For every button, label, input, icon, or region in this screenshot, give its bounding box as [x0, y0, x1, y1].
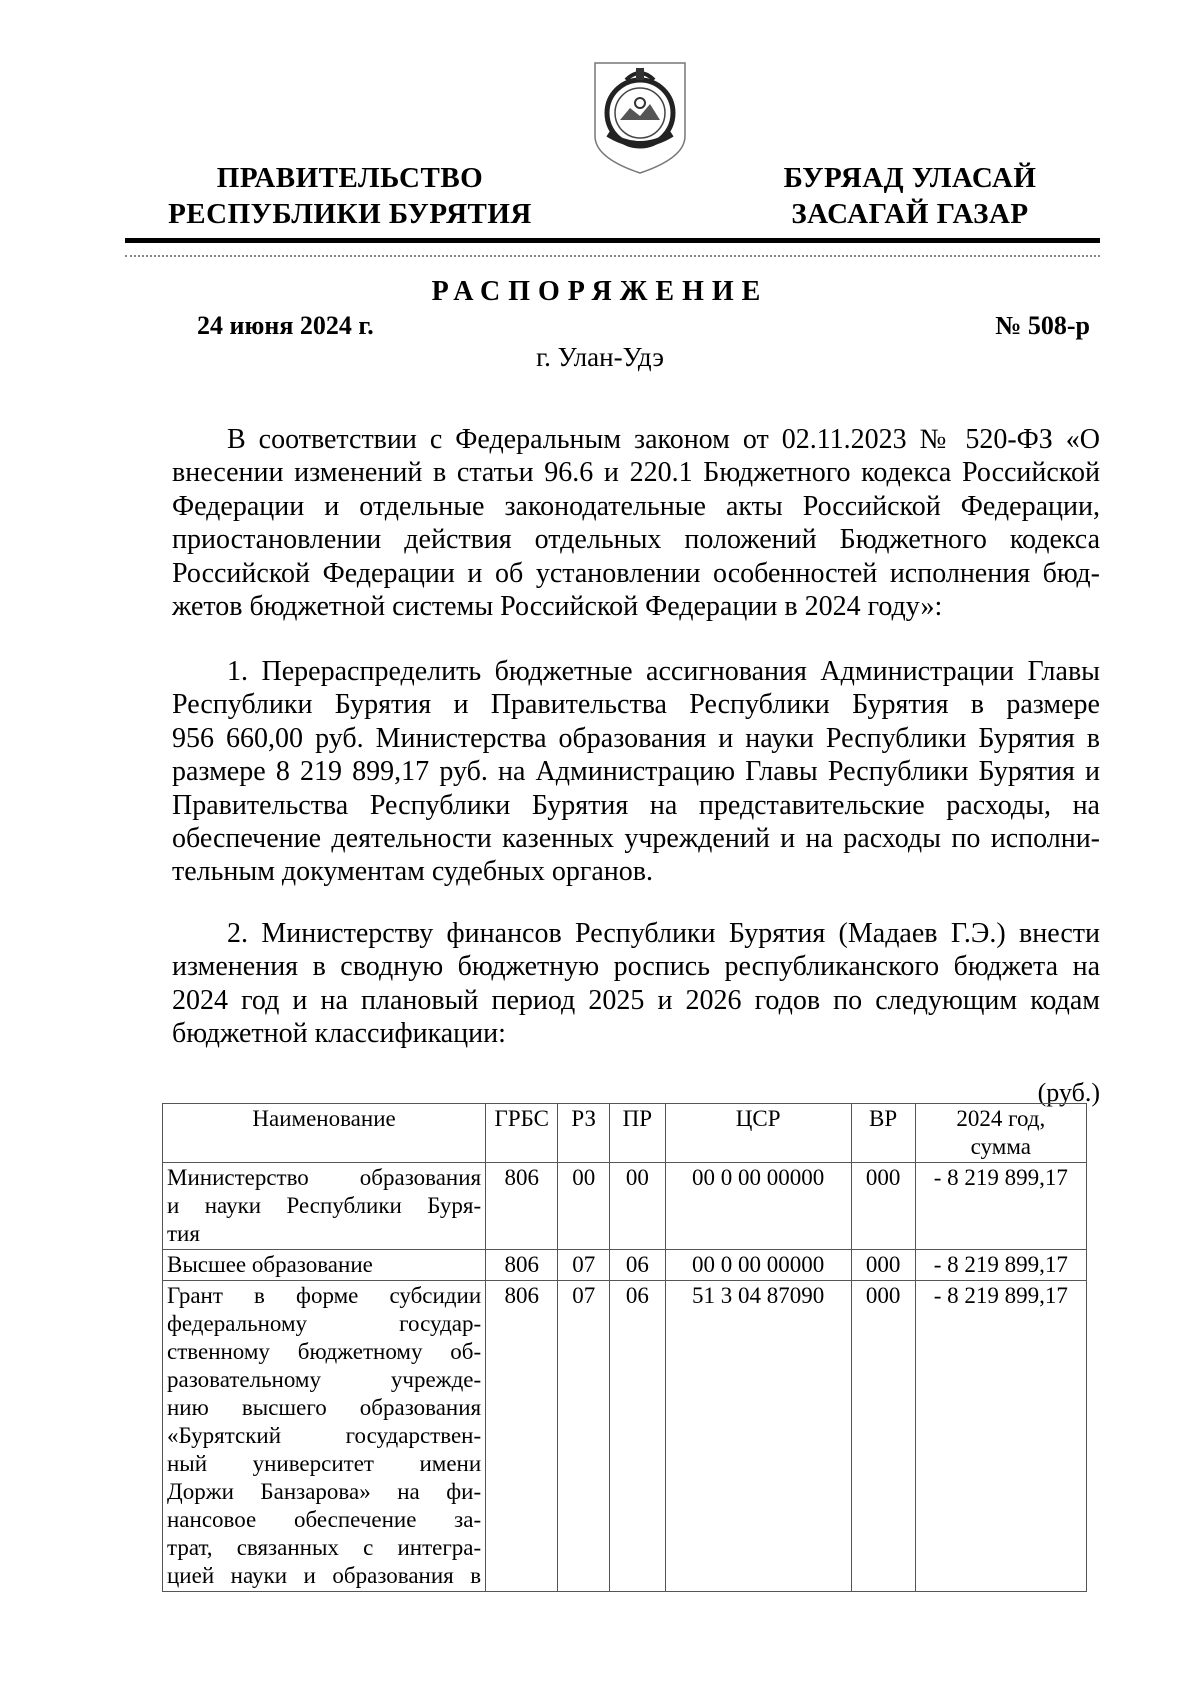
row-name-line: цией науки и образования в	[167, 1563, 482, 1588]
header-vr: ВР	[851, 1104, 915, 1163]
preamble-line: внесении изменений в статьи 96.6 и 220.1 Бюджетного кодекса Российской	[172, 457, 1100, 489]
preamble-paragraph	[172, 423, 1100, 623]
header-name: Наименование	[163, 1104, 486, 1163]
header-sum-line1: 2024 год,	[956, 1106, 1046, 1131]
item-1-line: размере 8 219 899,17 руб. на Администрацию Главы Республики Бурятия и	[172, 756, 1100, 788]
row-grbs: 806	[486, 1163, 558, 1250]
item-2-line: изменения в сводную бюджетную роспись республиканского бюджета на	[172, 951, 1100, 983]
row-name-line: Высшее образование	[167, 1252, 373, 1277]
row-pr: 00	[610, 1163, 666, 1250]
row-name-line: нию высшего образования	[167, 1395, 482, 1420]
preamble-line: В соответствии с Федеральным законом от 02.11.2023 № 520-ФЗ «О	[227, 424, 1100, 455]
preamble-line: Российской Федерации и об установлении особенностей исполнения бюд-	[172, 557, 1100, 589]
item-1-line: тельным документам судебных органов.	[172, 856, 653, 888]
government-name-line2: РЕСПУБЛИКИ БУРЯТИЯ	[168, 198, 532, 230]
row-name-line: федеральному государ-	[167, 1311, 482, 1336]
row-sum: - 8 219 899,17	[915, 1163, 1086, 1250]
budget-classification-table	[162, 1103, 1087, 1592]
row-csr: 00 0 00 00000	[665, 1163, 851, 1250]
item-2-line: бюджетной классификации:	[172, 1018, 506, 1050]
header-rule-thick	[125, 238, 1100, 243]
row-name-line: нансовое обеспечение за-	[167, 1507, 482, 1532]
header-csr: ЦСР	[665, 1104, 851, 1163]
item-1-paragraph	[172, 655, 1100, 889]
government-name-russian	[160, 160, 540, 232]
row-name-line: ственному бюджетному об-	[167, 1339, 482, 1364]
preamble-line: жетов бюджетной системы Российской Федерации в 2024 году»:	[172, 591, 943, 623]
table-unit-label: (руб.)	[1037, 1078, 1100, 1107]
item-2-line: 2. Министерству финансов Республики Бурятия (Мадаев Г.Э.) внести	[227, 918, 1100, 949]
row-rz: 00	[558, 1163, 610, 1250]
header-rz: РЗ	[558, 1104, 610, 1163]
row-name-line: тия	[167, 1221, 200, 1246]
row-name	[163, 1163, 486, 1250]
item-2-paragraph	[172, 917, 1100, 1051]
row-rz: 07	[558, 1281, 610, 1592]
header-sum-line2: сумма	[970, 1134, 1031, 1159]
table-row	[163, 1281, 1087, 1592]
row-name-line: ный университет имени	[167, 1451, 482, 1476]
government-name-buryat-line2: ЗАСАГАЙ ГАЗАР	[791, 198, 1029, 230]
coat-of-arms-emblem	[590, 58, 690, 178]
row-grbs: 806	[486, 1250, 558, 1281]
preamble-line: приостановлении действия отдельных положений Бюджетного кодекса	[172, 524, 1100, 556]
row-name-line: трат, связанных с интегра-	[167, 1535, 482, 1560]
item-1-line: Правительства Республики Бурятия на представительские расходы, на	[172, 789, 1100, 821]
government-name-buryat-line1: БУРЯАД УЛАСАЙ	[783, 162, 1037, 194]
item-2-line: 2024 год и на плановый период 2025 и 2026 годов по следующим кодам	[172, 984, 1100, 1016]
header-grbs: ГРБС	[486, 1104, 558, 1163]
document-city: г. Улан-Удэ	[536, 342, 664, 372]
row-sum: - 8 219 899,17	[915, 1281, 1086, 1592]
row-vr: 000	[851, 1250, 915, 1281]
item-1-line: 956 660,00 руб. Министерства образования и науки Республики Бурятия в	[172, 722, 1100, 754]
row-name-line: «Бурятский государствен-	[167, 1423, 482, 1448]
document-number: № 508-р	[995, 311, 1090, 340]
row-name-line: Доржи Банзарова» на фи-	[167, 1479, 482, 1504]
header-rule-dotted	[125, 255, 1100, 257]
item-1-line: Республики Бурятия и Правительства Республики Бурятия в размере	[172, 689, 1100, 721]
item-1-line: 1. Перераспределить бюджетные ассигнования Администрации Главы	[227, 656, 1100, 687]
row-vr: 000	[851, 1281, 915, 1592]
table-row	[163, 1163, 1087, 1250]
row-csr: 00 0 00 00000	[665, 1250, 851, 1281]
row-grbs: 806	[486, 1281, 558, 1592]
row-name-line: и науки Республики Буря-	[167, 1193, 482, 1218]
row-name-line: Министерство образования	[167, 1165, 482, 1190]
row-vr: 000	[851, 1163, 915, 1250]
government-name-buryat	[770, 160, 1050, 232]
row-sum: - 8 219 899,17	[915, 1250, 1086, 1281]
header-pr: ПР	[610, 1104, 666, 1163]
row-name-line: Грант в форме субсидии	[167, 1283, 482, 1308]
row-name	[163, 1281, 486, 1592]
header-sum	[915, 1104, 1086, 1163]
document-date: 24 июня 2024 г.	[197, 311, 374, 340]
row-pr: 06	[610, 1250, 666, 1281]
document-title: РАСПОРЯЖЕНИЕ	[431, 276, 769, 307]
item-1-line: обеспечение деятельности казенных учреждений и на расходы по исполни-	[172, 823, 1100, 855]
preamble-line: Федерации и отдельные законодательные акты Российской Федерации,	[172, 490, 1100, 522]
row-name	[163, 1250, 486, 1281]
row-csr: 51 3 04 87090	[665, 1281, 851, 1592]
table-row	[163, 1250, 1087, 1281]
row-pr: 06	[610, 1281, 666, 1592]
row-name-line: разовательному учрежде-	[167, 1367, 482, 1392]
table-header-row	[163, 1104, 1087, 1163]
government-name-line1: ПРАВИТЕЛЬСТВО	[216, 162, 484, 194]
row-rz: 07	[558, 1250, 610, 1281]
